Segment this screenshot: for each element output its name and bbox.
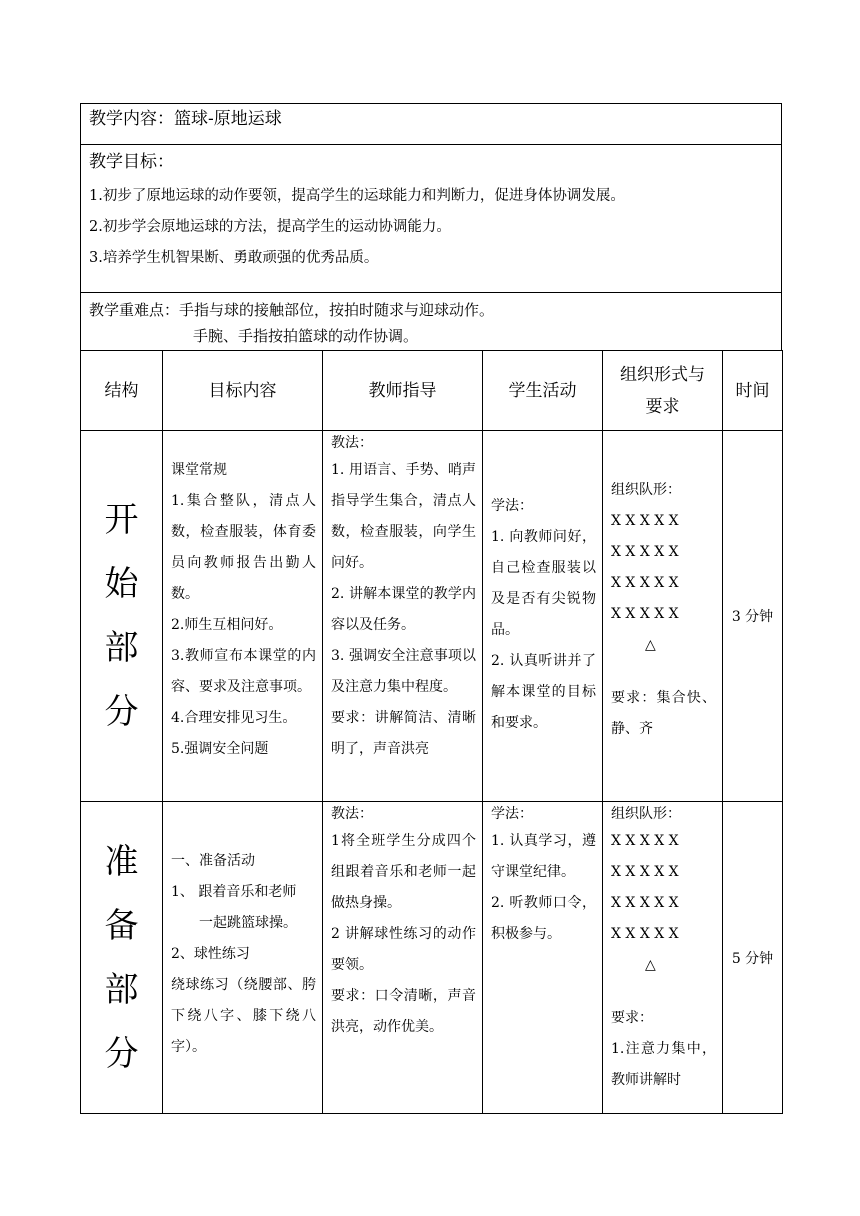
goal-item: 1.初步了原地运球的动作要领，提高学生的运球能力和判断力，促进身体协调发展。 [89,188,625,204]
content-line: 5.强调安全问题 [171,741,269,757]
teacher-line: 1. 用语言、手势、哨声指导学生集合，清点人数，检查服装，向学生问好。 [331,462,476,571]
student-line: 2. 听教师口令，积极参与。 [491,895,596,942]
org-requirement-detail: 1.注意力集中，教师讲解时 [611,1041,716,1088]
teaching-goals [80,144,782,292]
difficulty-line-2: 手腕、手指按拍篮球的动作协调。 [193,327,419,345]
org-requirement: 要求： [611,1010,653,1026]
content-line: 2.师生互相问好。 [171,617,283,633]
org-heading: 组织队形： [611,482,681,498]
key-difficulties [80,292,782,350]
goals-heading: 教学目标： [89,152,174,172]
content-line: 绕球练习（绕腰部、胯下绕八字、膝下绕八字）。 [171,977,316,1055]
content-line: 1.集合整队，清点人数，检查服装，体育委员向教师报告出勤人数。 [171,493,316,602]
student-line: 学法： [491,806,533,822]
org-cell [603,802,723,1114]
structure-char: 准 [104,841,139,882]
student-line: 1. 认真学习，遵守课堂纪律。 [491,833,596,880]
lesson-plan [80,103,782,1114]
structure-cell [81,802,163,1114]
table-row [81,431,783,802]
formation-row: X X X X X [611,864,679,880]
goal-item: 3.培养学生机智果断、勇敢顽强的优秀品质。 [89,250,379,266]
teacher-line: 2. 讲解本课堂的教学内容以及任务。 [331,586,476,633]
formation-row: X X X X X [611,895,679,911]
formation-row: X X X X X [611,606,679,622]
content-line: 1、 跟着音乐和老师 [171,884,297,900]
content-line: 2、球性练习 [171,946,250,962]
header-org [603,351,723,431]
content-line: 3.教师宣布本课堂的内容、要求及注意事项。 [171,648,316,695]
formation-row: X X X X X [611,544,679,560]
structure-char: 开 [104,500,139,540]
formation-row: X X X X X [611,926,679,942]
header-content: 目标内容 [163,351,323,431]
formation-row: X X X X X [611,513,679,529]
header-student: 学生活动 [483,351,603,431]
teacher-line: 3. 强调安全注意事项以及注意力集中程度。 [331,648,476,695]
content-line: 4.合理安排见习生。 [171,710,297,726]
difficulty-line-1: 教学重难点：手指与球的接触部位，按拍时随求与迎球动作。 [89,301,495,319]
lesson-title [80,103,782,144]
structure-char: 分 [104,692,139,732]
teacher-line: 2 讲解球性练习的动作要领。 [331,926,476,973]
structure-char: 部 [104,628,139,668]
structure-cell [81,431,163,802]
content-cell [163,802,323,1114]
teacher-line: 1将全班学生分成四个组跟着音乐和老师一起做热身操。 [331,833,476,911]
student-cell [483,431,603,802]
table-row [81,802,783,1114]
content-line: 一、准备活动 [171,853,255,869]
content-line: 课堂常规 [171,462,227,478]
teacher-line: 教法： [331,806,373,822]
structure-char: 分 [104,1033,139,1074]
teacher-cell [323,431,483,802]
teacher-position-icon: △ [645,957,656,973]
header-time: 时间 [723,351,783,431]
student-line: 学法： [491,498,533,514]
structure-char: 部 [104,969,139,1010]
student-line: 2. 认真听讲并了解本课堂的目标和要求。 [491,653,596,731]
lesson-table [80,350,783,1114]
teacher-cell [323,802,483,1114]
goal-item: 2.初步学会原地运球的方法，提高学生的运动协调能力。 [89,219,451,235]
org-cell [603,431,723,802]
org-requirement: 要求：集合快、静、齐 [611,690,716,737]
formation-row: X X X X X [611,575,679,591]
header-org-line-2: 要求 [645,396,680,417]
time-cell: 3 分钟 [723,431,783,802]
teacher-line: 要求：讲解简洁、清晰明了，声音洪亮 [331,710,476,757]
teacher-line: 教法： [331,435,373,451]
header-teacher: 教师指导 [323,351,483,431]
formation-row: X X X X X [611,833,679,849]
header-structure: 结构 [81,351,163,431]
header-org-line-1: 组织形式与 [620,364,705,385]
teacher-line: 要求：口令清晰，声音洪亮，动作优美。 [331,988,476,1035]
teacher-position-icon: △ [645,637,656,653]
org-heading: 组织队形： [611,806,681,822]
table-header-row [81,351,783,431]
student-cell [483,802,603,1114]
content-line: 一起跳篮球操。 [199,915,297,931]
time-cell: 5 分钟 [723,802,783,1114]
student-line: 1. 向教师问好， 自己检查服装以及是否有尖锐物品。 [491,529,596,638]
content-cell [163,431,323,802]
structure-char: 始 [104,564,139,604]
structure-char: 备 [104,905,139,946]
lesson-title-text: 教学内容：篮球-原地运球 [89,109,282,129]
